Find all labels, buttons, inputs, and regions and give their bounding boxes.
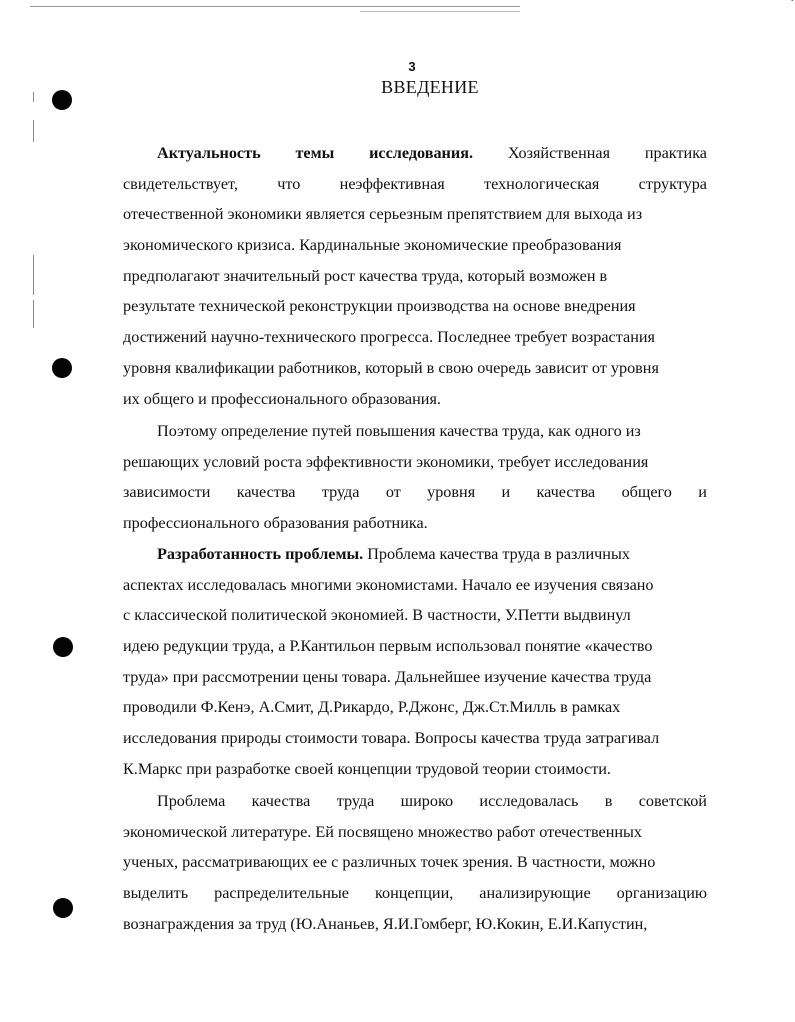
text-line: решающих условий роста эффективности экономики, требует исследования: [123, 452, 649, 471]
text-line: К.Маркс при разработке своей концепции трудовой теории стоимости.: [123, 759, 611, 778]
punch-hole: [53, 898, 73, 918]
scan-corner-mark: [776, 0, 793, 1]
paragraph-purpose: [123, 416, 707, 539]
text-line: исследования природы стоимости товара. Вопросы качества труда затрагивал: [123, 729, 660, 748]
text-line: свидетельствует, что неэффективная технологическая структура: [123, 174, 707, 193]
section-heading-development: Разработанность проблемы.: [157, 545, 364, 563]
text-line: идею редукции труда, а Р.Кантильон первым использовал понятие «качество: [123, 637, 653, 656]
text-line: труда» при рассмотрении цены товара. Дальнейшее изучение качества труда: [123, 667, 652, 686]
text-line: зависимости качества труда от уровня и качества общего и: [123, 483, 707, 502]
paragraph-soviet-literature: [123, 786, 707, 939]
punch-hole: [52, 358, 72, 378]
text-line: Актуальность темы исследования. Хозяйственная практика: [123, 138, 707, 169]
page-number: 3: [408, 59, 416, 74]
paragraph-relevance: [123, 138, 707, 414]
text-line: экономического кризиса. Кардинальные экономические преобразования: [123, 236, 622, 255]
text-line: проводили Ф.Кенэ, А.Смит, Д.Рикардо, Р.Джонс, Дж.Ст.Милль в рамках: [123, 698, 621, 717]
page-title: ВВЕДЕНИЕ: [381, 77, 479, 97]
text-line: экономической литературе. Ей посвящено множество работ отечественных: [123, 822, 643, 841]
text-line: достижений научно-технического прогресса. Последнее требует возрастания: [123, 328, 655, 347]
section-heading-relevance: Актуальность: [157, 144, 261, 162]
scan-margin-mark: [33, 255, 34, 295]
text-line: Проблема качества труда широко исследовалась в советской: [157, 792, 707, 810]
text-line: отечественной экономики является серьезным препятствием для выхода из: [123, 205, 643, 224]
text-line: их общего и профессионального образования.: [123, 389, 441, 408]
text-line: Поэтому определение путей повышения качества труда, как одного из: [157, 422, 641, 440]
text-line: предполагают значительный рост качества труда, который возможен в: [123, 266, 608, 285]
text-line: ученых, рассматривающих ее с различных точек зрения. В частности, можно: [123, 853, 656, 872]
scan-edge-line: [30, 6, 520, 7]
text-line: Разработанность проблемы. Проблема качества труда в различных: [157, 545, 630, 563]
text-line: выделить распределительные концепции, анализирующие организацию: [123, 884, 707, 903]
punch-hole: [53, 637, 73, 657]
text-line: профессионального образования работника.: [123, 514, 428, 533]
scan-margin-mark: [33, 120, 34, 142]
text-line: уровня квалификации работников, который в свою очередь зависит от уровня: [123, 358, 659, 377]
scan-edge-line: [360, 11, 520, 12]
text-line: вознаграждения за труд (Ю.Ананьев, Я.И.Гомберг, Ю.Кокин, Е.И.Капустин,: [123, 914, 648, 933]
text-line: с классической политической экономией. В частности, У.Петти выдвинул: [123, 606, 631, 625]
scan-margin-mark: [33, 300, 34, 328]
text-line: аспектах исследовалась многими экономистами. Начало ее изучения связано: [123, 575, 654, 594]
text-line: результате технической реконструкции производства на основе внедрения: [123, 297, 636, 316]
paragraph-development: [123, 539, 707, 785]
